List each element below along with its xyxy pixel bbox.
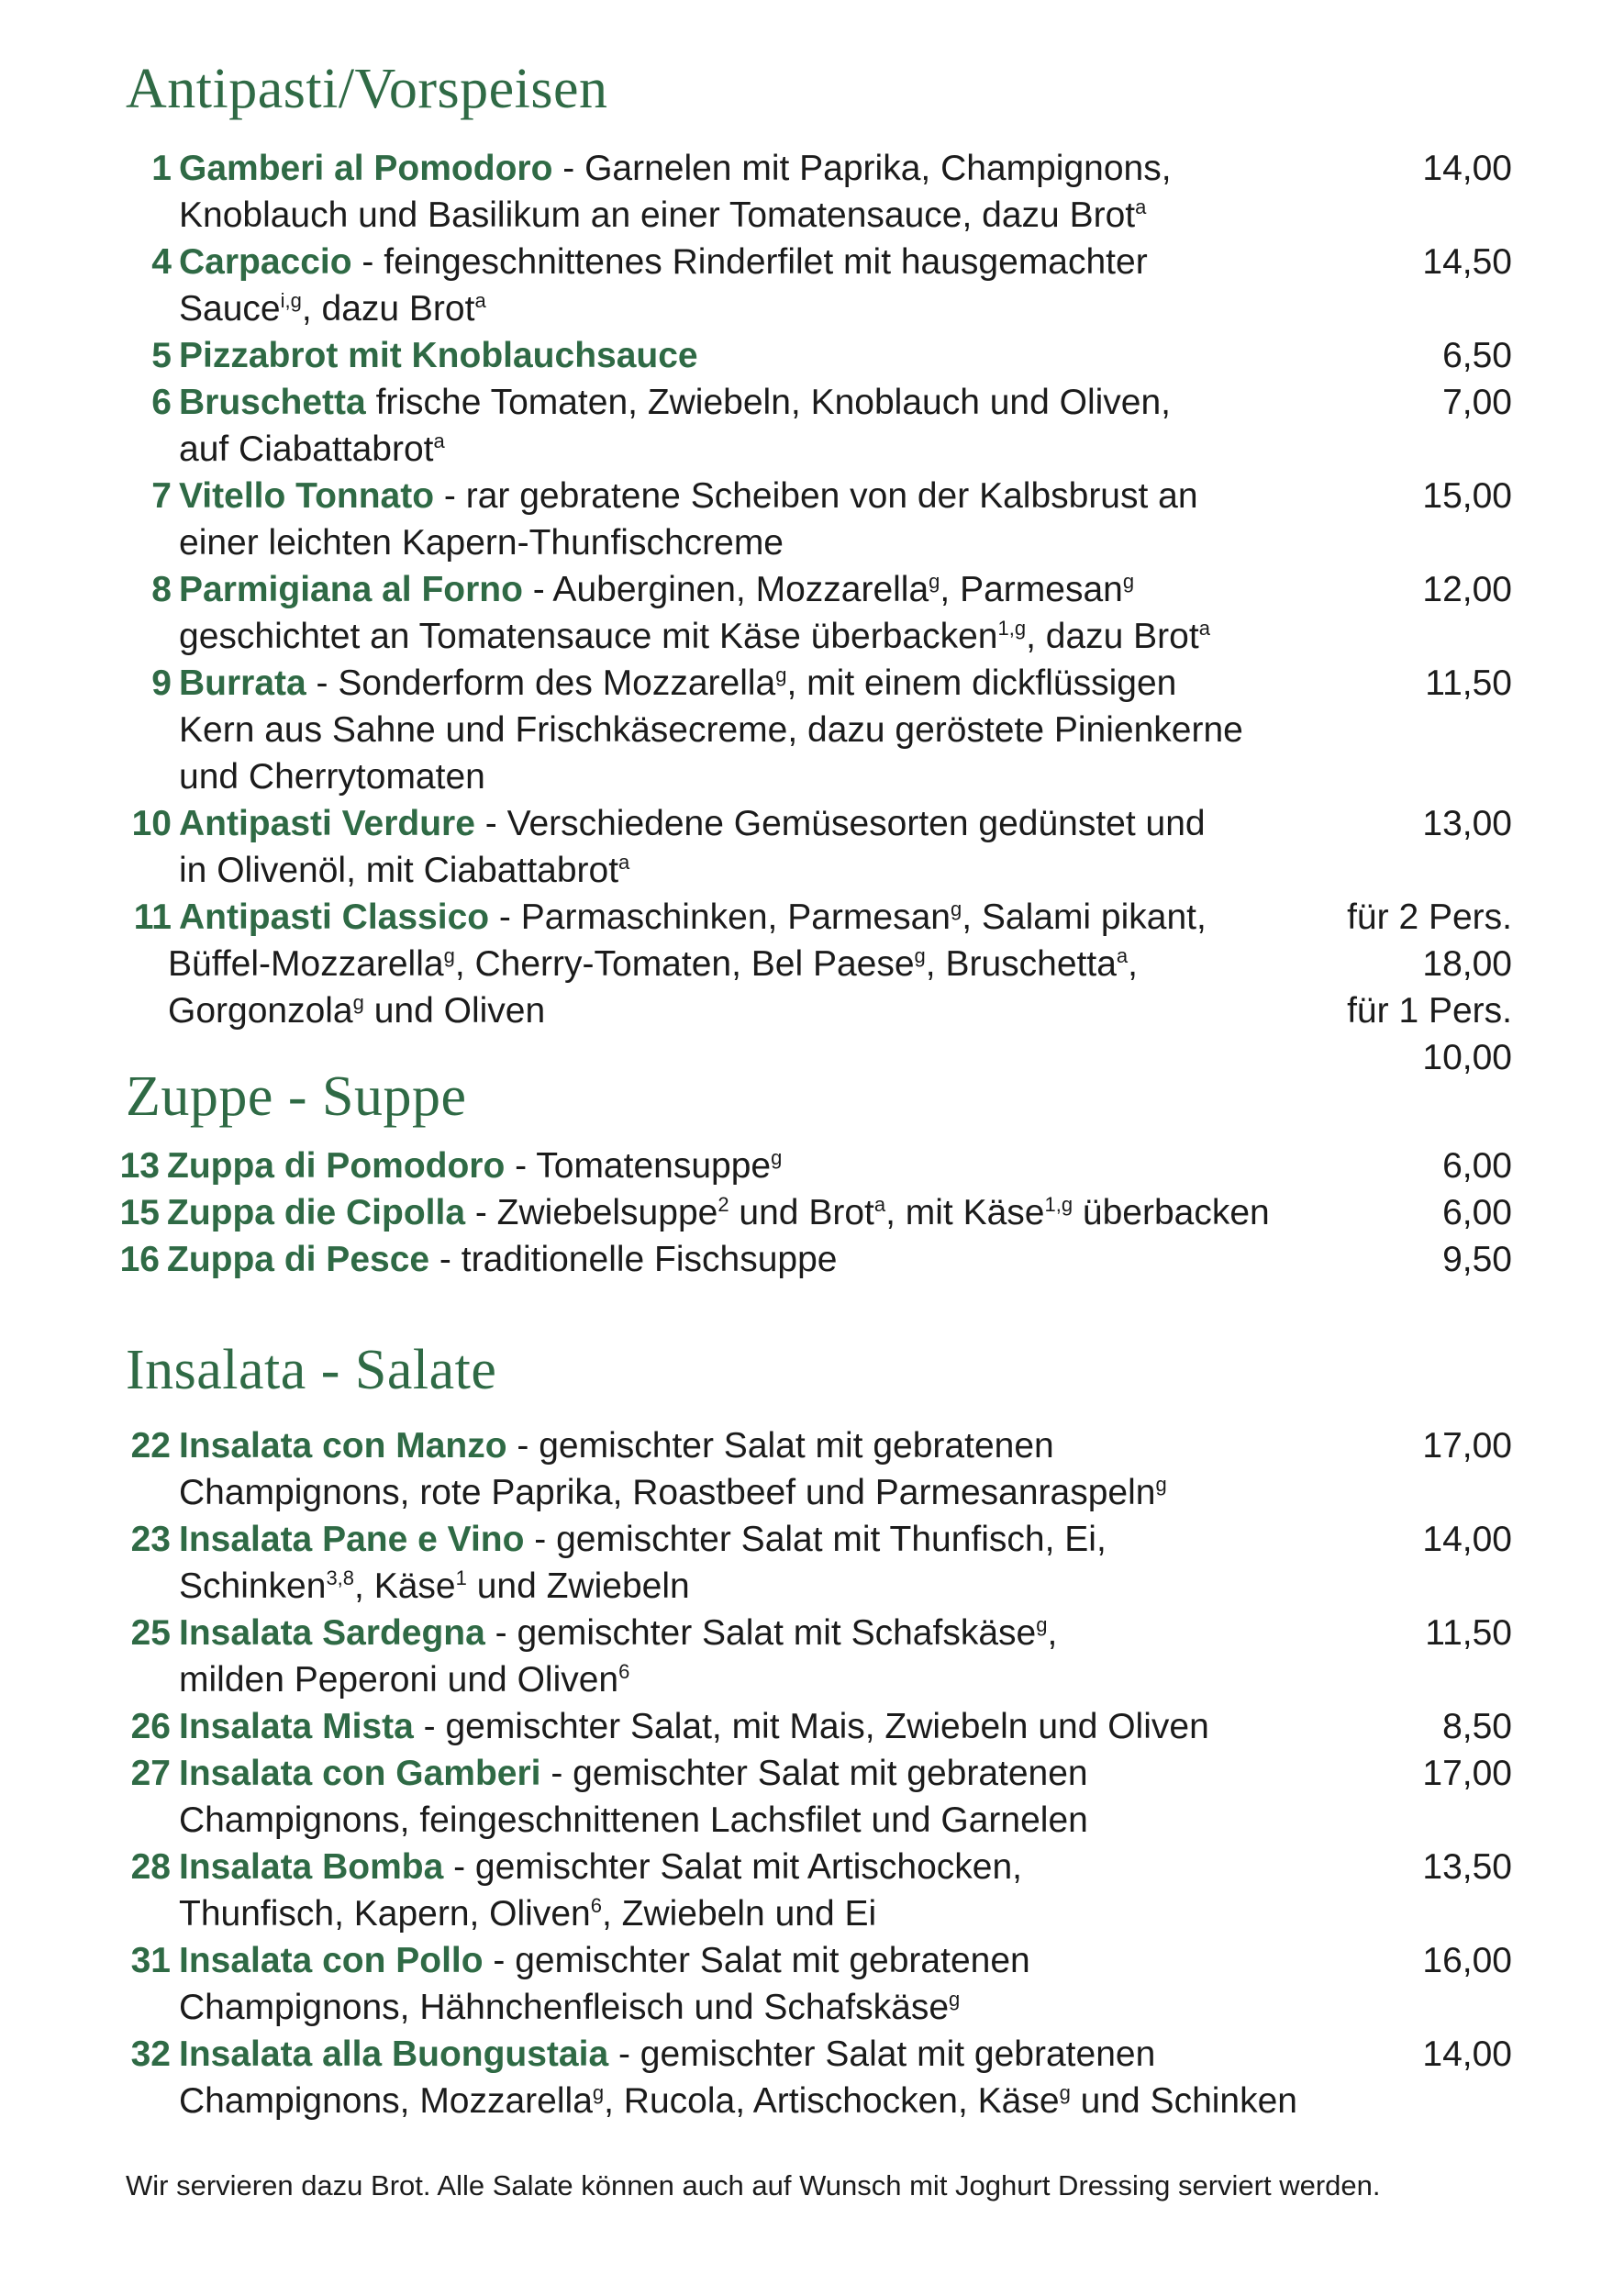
item-description: und Cherrytomaten <box>179 757 485 797</box>
item-name: Insalata Pane e Vino <box>179 1520 525 1559</box>
item-price: für 1 Pers. <box>1347 991 1512 1031</box>
item-number: 13 <box>119 1146 160 1186</box>
item-description: , <box>1047 1613 1058 1653</box>
item-first-line <box>179 239 1148 285</box>
item-name: Insalata Bomba <box>179 1847 444 1887</box>
menu-item <box>0 1189 1624 1236</box>
item-description: Thunfisch, Kapern, Oliven <box>179 1894 591 1934</box>
item-number: 31 <box>130 1941 171 1980</box>
item-number: 11 <box>133 897 172 937</box>
item-description: überbacken <box>1073 1193 1270 1232</box>
allergen-superscript: 1,g <box>997 617 1027 640</box>
allergen-superscript: g <box>592 2081 605 2104</box>
item-first-line <box>167 1236 837 1283</box>
menu-item <box>0 800 1624 894</box>
item-first-line <box>179 660 1176 707</box>
allergen-superscript: g <box>1155 1473 1167 1496</box>
item-description: Gorgonzola <box>168 991 353 1031</box>
item-continuation <box>179 753 485 800</box>
item-first-line <box>167 1189 1270 1236</box>
item-description: und Zwiebeln <box>466 1566 690 1606</box>
menu-item <box>0 1236 1624 1283</box>
item-price: 14,00 <box>1422 149 1512 188</box>
item-number: 8 <box>151 570 172 609</box>
item-name: Insalata con Manzo <box>179 1426 507 1466</box>
item-name: Insalata con Pollo <box>179 1941 484 1980</box>
item-continuation <box>179 707 1243 753</box>
allergen-superscript: g <box>949 1988 961 2011</box>
item-description: Champignons, Mozzarella <box>179 2081 593 2121</box>
item-price: 15,00 <box>1422 476 1512 516</box>
item-price: 6,00 <box>1442 1193 1512 1232</box>
item-continuation <box>179 519 784 566</box>
item-description: , Zwiebeln und Ei <box>601 1894 877 1934</box>
menu-item <box>0 1844 1624 1937</box>
menu-item <box>0 894 1624 1081</box>
item-description: - Zwiebelsuppe <box>465 1193 718 1232</box>
item-continuation <box>179 1890 876 1937</box>
item-continuation <box>179 1797 1088 1844</box>
allergen-superscript: a <box>1116 944 1129 967</box>
section-heading: Antipasti/Vorspeisen <box>126 58 608 120</box>
item-number: 26 <box>130 1707 171 1746</box>
item-description: Büffel-Mozzarella <box>168 944 444 984</box>
item-description: Schinken <box>179 1566 327 1606</box>
item-description: auf Ciabattabrot <box>179 429 434 469</box>
item-description: , Käse <box>354 1566 456 1606</box>
item-number: 10 <box>131 804 172 843</box>
item-description: , Salami pikant, <box>962 897 1207 937</box>
item-description: - gemischter Salat mit Schafskäse <box>484 1613 1037 1653</box>
allergen-superscript: a <box>1198 617 1210 640</box>
item-number: 16 <box>119 1240 160 1279</box>
item-description: , Rucola, Artischocken, Käse <box>604 2081 1060 2121</box>
item-name: Zuppa die Cipolla <box>167 1193 466 1232</box>
item-continuation <box>179 285 486 332</box>
allergen-superscript: i,g <box>280 289 302 312</box>
item-first-line <box>179 379 1171 426</box>
item-number: 28 <box>130 1847 171 1887</box>
item-name: Insalata alla Buongustaia <box>179 2034 609 2074</box>
item-price: 17,00 <box>1422 1754 1512 1793</box>
item-price: 16,00 <box>1422 1941 1512 1980</box>
menu-item <box>0 1142 1624 1189</box>
allergen-superscript: g <box>771 1146 783 1169</box>
allergen-superscript: a <box>433 429 445 452</box>
item-number: 15 <box>119 1193 160 1232</box>
item-continuation <box>179 847 629 894</box>
item-number: 4 <box>151 242 172 282</box>
item-continuation <box>168 987 545 1034</box>
item-name: Parmigiana al Forno <box>179 570 523 609</box>
item-price: 6,00 <box>1442 1146 1512 1186</box>
item-name: Zuppa di Pesce <box>167 1240 430 1279</box>
item-continuation <box>179 1563 690 1610</box>
item-price: 13,50 <box>1422 1847 1512 1887</box>
item-number: 23 <box>130 1520 171 1559</box>
allergen-superscript: g <box>352 991 364 1014</box>
item-name: Insalata Mista <box>179 1707 414 1746</box>
item-first-line <box>179 1750 1088 1797</box>
item-name: Antipasti Verdure <box>179 804 475 843</box>
allergen-superscript: g <box>1122 570 1135 593</box>
item-description: - gemischter Salat mit gebratenen <box>540 1754 1088 1793</box>
allergen-superscript: 1,g <box>1044 1193 1073 1216</box>
allergen-superscript: a <box>1135 195 1147 218</box>
item-first-line <box>179 1422 1054 1469</box>
item-description: , mit Käse <box>885 1193 1045 1232</box>
item-number: 9 <box>151 663 172 703</box>
menu-item <box>0 145 1624 239</box>
item-price: 11,50 <box>1425 1613 1512 1653</box>
menu-item <box>0 1750 1624 1844</box>
item-description: Champignons, feingeschnittenen Lachsfilet und Garnelen <box>179 1800 1088 1840</box>
menu-item <box>0 566 1624 660</box>
item-first-line <box>179 332 698 379</box>
item-description: - Tomatensuppe <box>505 1146 772 1186</box>
item-number: 25 <box>130 1613 171 1653</box>
item-price: 11,50 <box>1425 663 1512 703</box>
item-price: 14,50 <box>1422 242 1512 282</box>
item-price: 6,50 <box>1442 336 1512 375</box>
item-number: 1 <box>151 149 172 188</box>
item-description: einer leichten Kapern-Thunfischcreme <box>179 523 784 563</box>
item-price: 18,00 <box>1422 944 1512 984</box>
item-description: und Brot <box>729 1193 874 1232</box>
item-description: - gemischter Salat mit Artischocken, <box>443 1847 1022 1887</box>
item-description: und Schinken <box>1070 2081 1297 2121</box>
menu-item <box>0 239 1624 332</box>
item-description: - Parmaschinken, Parmesan <box>489 897 951 937</box>
item-first-line <box>179 894 1207 941</box>
item-first-line <box>179 1937 1030 1984</box>
item-name: Insalata Sardegna <box>179 1613 485 1653</box>
item-description: , mit einem dickflüssigen <box>786 663 1177 703</box>
allergen-superscript: g <box>1036 1613 1048 1636</box>
item-number: 22 <box>130 1426 171 1466</box>
menu-item <box>0 473 1624 566</box>
item-description: - feingeschnittenes Rinderfilet mit hausgemachter <box>351 242 1148 282</box>
item-name: Zuppa di Pomodoro <box>167 1146 506 1186</box>
allergen-superscript: g <box>775 663 787 686</box>
item-first-line <box>179 145 1172 192</box>
item-first-line <box>167 1142 782 1189</box>
item-description: - gemischter Salat mit gebratenen <box>483 1941 1030 1980</box>
allergen-superscript: g <box>443 944 455 967</box>
item-price: 12,00 <box>1422 570 1512 609</box>
item-continuation <box>179 1469 1167 1516</box>
item-first-line <box>179 800 1206 847</box>
menu-item <box>0 1516 1624 1610</box>
allergen-superscript: 6 <box>618 1660 630 1683</box>
item-description: - traditionelle Fischsuppe <box>429 1240 838 1279</box>
item-name: Insalata con Gamberi <box>179 1754 541 1793</box>
allergen-superscript: 6 <box>590 1894 602 1917</box>
menu-item <box>0 2031 1624 2124</box>
item-continuation <box>179 613 1210 660</box>
item-number: 32 <box>130 2034 171 2074</box>
item-price: für 2 Pers. <box>1347 897 1512 937</box>
item-continuation <box>179 2078 1297 2124</box>
allergen-superscript: 2 <box>717 1193 729 1216</box>
item-price: 7,00 <box>1442 383 1512 422</box>
item-description: Champignons, Hähnchenfleisch und Schafskäse <box>179 1988 950 2027</box>
allergen-superscript: g <box>950 897 962 920</box>
item-name: Vitello Tonnato <box>179 476 435 516</box>
allergen-superscript: a <box>474 289 486 312</box>
item-description: - gemischter Salat mit Thunfisch, Ei, <box>524 1520 1107 1559</box>
item-name: Carpaccio <box>179 242 352 282</box>
item-description: geschichtet an Tomatensauce mit Käse überbacken <box>179 617 998 656</box>
item-number: 5 <box>151 336 172 375</box>
item-first-line <box>179 1516 1107 1563</box>
item-description: in Olivenöl, mit Ciabattabrot <box>179 851 619 890</box>
item-name: Antipasti Classico <box>179 897 490 937</box>
item-description: und Oliven <box>363 991 546 1031</box>
item-description: milden Peperoni und Oliven <box>179 1660 619 1700</box>
item-continuation <box>179 1656 629 1703</box>
footnote: Wir servieren dazu Brot. Alle Salate können auch auf Wunsch mit Joghurt Dressing serviert werden. <box>126 2169 1381 2201</box>
item-price: 14,00 <box>1422 2034 1512 2074</box>
allergen-superscript: g <box>929 570 940 593</box>
menu-item <box>0 1610 1624 1703</box>
item-description: , dazu Brot <box>1026 617 1199 656</box>
allergen-superscript: g <box>914 944 926 967</box>
item-first-line <box>179 1610 1057 1656</box>
item-description: , dazu Brot <box>301 289 475 329</box>
item-description: , Bruschetta <box>925 944 1117 984</box>
item-description: Knoblauch und Basilikum an einer Tomatensauce, dazu Brot <box>179 195 1136 235</box>
menu-item <box>0 1703 1624 1750</box>
allergen-superscript: 1 <box>455 1566 467 1589</box>
item-price: 10,00 <box>1422 1038 1512 1077</box>
item-price: 13,00 <box>1422 804 1512 843</box>
section-heading: Zuppe - Suppe <box>126 1065 467 1128</box>
item-description: - gemischter Salat mit gebratenen <box>608 2034 1156 2074</box>
item-description: - Auberginen, Mozzarella <box>522 570 929 609</box>
item-description: frische Tomaten, Zwiebeln, Knoblauch und Oliven, <box>365 383 1172 422</box>
item-description: , Cherry-Tomaten, Bel Paese <box>454 944 915 984</box>
item-first-line <box>179 1844 1022 1890</box>
item-name: Burrata <box>179 663 306 703</box>
item-price: 8,50 <box>1442 1707 1512 1746</box>
item-description: Sauce <box>179 289 281 329</box>
menu-item <box>0 660 1624 800</box>
item-number: 7 <box>151 476 172 516</box>
menu-item <box>0 1422 1624 1516</box>
item-number: 6 <box>151 383 172 422</box>
item-first-line <box>179 2031 1155 2078</box>
allergen-superscript: a <box>618 851 630 874</box>
item-price: 17,00 <box>1422 1426 1512 1466</box>
item-description: - rar gebratene Scheiben von der Kalbsbrust an <box>434 476 1198 516</box>
item-first-line <box>179 1703 1209 1750</box>
menu-item <box>0 1937 1624 2031</box>
item-continuation <box>179 426 445 473</box>
item-description: , <box>1128 944 1138 984</box>
item-continuation <box>179 1984 960 2031</box>
allergen-superscript: a <box>873 1193 886 1216</box>
item-name: Gamberi al Pomodoro <box>179 149 553 188</box>
allergen-superscript: g <box>1059 2081 1071 2104</box>
item-continuation <box>168 941 1138 987</box>
item-description: Kern aus Sahne und Frischkäsecreme, dazu geröstete Pinienkerne <box>179 710 1243 750</box>
item-price: 9,50 <box>1442 1240 1512 1279</box>
item-number: 27 <box>130 1754 171 1793</box>
item-price: 14,00 <box>1422 1520 1512 1559</box>
item-description: - gemischter Salat mit gebratenen <box>506 1426 1054 1466</box>
item-first-line <box>179 566 1134 613</box>
item-description: - gemischter Salat, mit Mais, Zwiebeln und Oliven <box>413 1707 1209 1746</box>
menu-item <box>0 379 1624 473</box>
item-description: - Sonderform des Mozzarella <box>306 663 776 703</box>
item-first-line <box>179 473 1198 519</box>
item-description: - Garnelen mit Paprika, Champignons, <box>552 149 1172 188</box>
item-continuation <box>179 192 1146 239</box>
item-description: - Verschiedene Gemüsesorten gedünstet und <box>474 804 1206 843</box>
section-heading: Insalata - Salate <box>126 1339 497 1401</box>
item-name: Pizzabrot mit Knoblauchsauce <box>179 336 698 375</box>
menu-item <box>0 332 1624 379</box>
item-description: Champignons, rote Paprika, Roastbeef und Parmesanraspeln <box>179 1473 1156 1512</box>
allergen-superscript: 3,8 <box>326 1566 355 1589</box>
item-name: Bruschetta <box>179 383 366 422</box>
item-description: , Parmesan <box>940 570 1123 609</box>
